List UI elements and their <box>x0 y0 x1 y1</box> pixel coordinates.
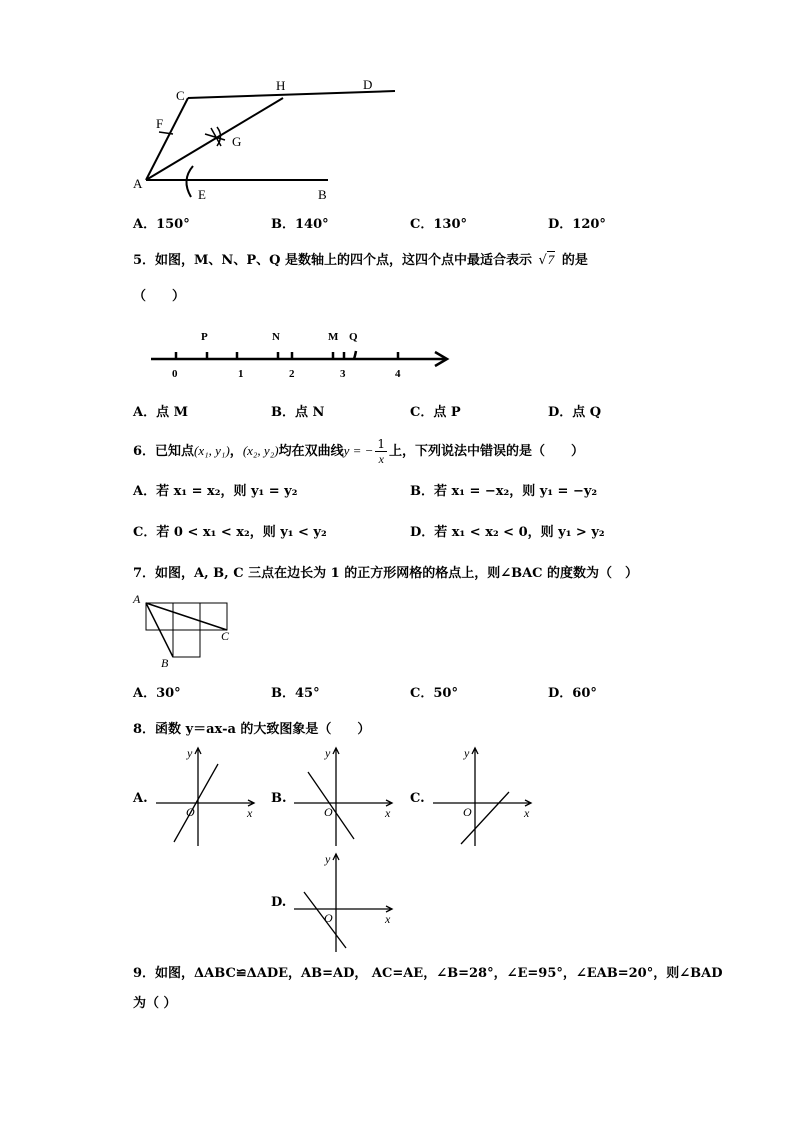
q6-stem-end: 上，下列说法中错误的是（ ） <box>389 444 585 459</box>
q7-stem: 7．如图，A, B, C 三点在边长为 1 的正方形网格的格点上，则∠BAC 的度数为（ ） <box>133 566 639 581</box>
q6-separator: ， <box>229 444 243 459</box>
q6-point-1: (x₁, y₁) <box>194 443 230 458</box>
x-axis-label: x <box>247 806 253 820</box>
q6-stem <box>133 437 584 466</box>
tick-label-0: 0 <box>172 368 178 380</box>
grid-cell <box>173 630 200 657</box>
q8-option-b-label[interactable]: B. <box>271 791 287 806</box>
q4-option-d[interactable]: D．120° <box>548 217 606 232</box>
tick-label-2: 2 <box>289 368 295 380</box>
y-axis-label: y <box>464 746 470 760</box>
tick-label-4: 4 <box>395 368 401 380</box>
q8-stem: 8．函数 y＝ax-a 的大致图象是（ ） <box>133 722 371 737</box>
q5-stem-text: 5．如图，M、N、P、Q 是数轴上的四个点，这四个点中最适合表示 <box>133 253 532 268</box>
q4-option-b[interactable]: B．140° <box>271 217 329 232</box>
q6-option-d[interactable]: D．若 x₁ < x₂ < 0，则 y₁ > y₂ <box>410 525 605 540</box>
q4-label-e: E <box>198 187 206 202</box>
origin-label: O <box>324 805 333 819</box>
point-label-p: P <box>201 331 208 343</box>
tick-label-3: 3 <box>340 368 346 380</box>
y-axis-label: y <box>325 852 331 866</box>
q7-label-c: C <box>221 629 230 643</box>
q4-label-c: C <box>176 88 185 103</box>
q8-graph-a[interactable] <box>150 742 262 850</box>
q4-option-a[interactable]: A．150° <box>133 217 190 232</box>
q4-label-a: A <box>133 176 143 191</box>
q5-stem <box>133 249 588 268</box>
q7-option-a[interactable]: A．30° <box>133 686 181 701</box>
sqrt-symbol: √7 <box>538 252 555 268</box>
q9-stem-line1: 9．如图，ΔABC≌ΔADE，AB=AD， AC=AE，∠B=28°，∠E=95°，∠EAB=20°，则∠BAD <box>133 966 723 981</box>
point-label-m: M <box>328 331 339 343</box>
q5-number-line <box>145 325 455 380</box>
q4-option-c[interactable]: C．130° <box>410 217 467 232</box>
sqrt-radicand: 7 <box>547 252 555 267</box>
q7-option-b[interactable]: B．45° <box>271 686 320 701</box>
origin-label: O <box>186 805 195 819</box>
q4-ray-cd <box>188 91 395 98</box>
q8-graph-c[interactable] <box>427 742 539 850</box>
q6-equation-lhs: y = − <box>343 443 374 458</box>
q7-grid-figure <box>130 590 240 670</box>
q4-label-d: D <box>363 77 373 92</box>
q7-label-b: B <box>161 656 169 670</box>
q5-stem-end: 的是 <box>561 253 588 268</box>
q6-option-a[interactable]: A．若 x₁ = x₂，则 y₁ = y₂ <box>133 484 298 499</box>
q5-answer-paren: （ ） <box>133 289 186 304</box>
q4-label-g: G <box>232 134 242 149</box>
q6-option-b[interactable]: B．若 x₁ = −x₂，则 y₁ = −y₂ <box>410 484 598 499</box>
q6-fraction-denominator: x <box>378 452 384 466</box>
q4-label-f: F <box>156 116 164 131</box>
q6-stem-mid: 均在双曲线 <box>278 444 344 459</box>
x-axis-label: x <box>524 806 530 820</box>
x-axis-label: x <box>385 806 391 820</box>
q8-graph-b[interactable] <box>288 742 400 850</box>
q7-option-c[interactable]: C．50° <box>410 686 458 701</box>
q6-fraction-numerator: 1 <box>377 437 386 451</box>
q5-option-c[interactable]: C．点 P <box>410 405 461 420</box>
origin-label: O <box>463 805 472 819</box>
q4-geometry-figure <box>125 72 415 207</box>
q5-option-d[interactable]: D．点 Q <box>548 405 602 420</box>
origin-label: O <box>324 911 333 925</box>
x-axis-label: x <box>385 912 391 926</box>
q8-option-a-label[interactable]: A. <box>133 791 148 806</box>
q6-stem-start: 6．已知点 <box>133 444 195 459</box>
q5-option-b[interactable]: B．点 N <box>271 405 325 420</box>
q4-label-b: B <box>318 187 327 202</box>
q8-option-d-label[interactable]: D. <box>271 895 287 910</box>
q7-option-d[interactable]: D．60° <box>548 686 597 701</box>
q6-option-c[interactable]: C．若 0 < x₁ < x₂，则 y₁ < y₂ <box>133 525 327 540</box>
y-axis-label: y <box>187 746 193 760</box>
q6-point-2: (x₂, y₂) <box>242 443 279 458</box>
q8-graph-d[interactable] <box>288 848 400 956</box>
tick-label-1: 1 <box>238 368 244 380</box>
q4-label-h: H <box>276 78 286 93</box>
q9-stem-line2: 为（ ） <box>133 996 177 1011</box>
y-axis-label: y <box>325 746 331 760</box>
point-label-n: N <box>272 331 280 343</box>
q7-label-a: A <box>133 592 141 606</box>
q8-option-c-label[interactable]: C. <box>410 791 425 806</box>
point-label-q: Q <box>349 331 358 343</box>
q5-option-a[interactable]: A．点 M <box>133 405 189 420</box>
q4-arc-e <box>186 166 193 197</box>
q6-fraction <box>375 437 387 466</box>
